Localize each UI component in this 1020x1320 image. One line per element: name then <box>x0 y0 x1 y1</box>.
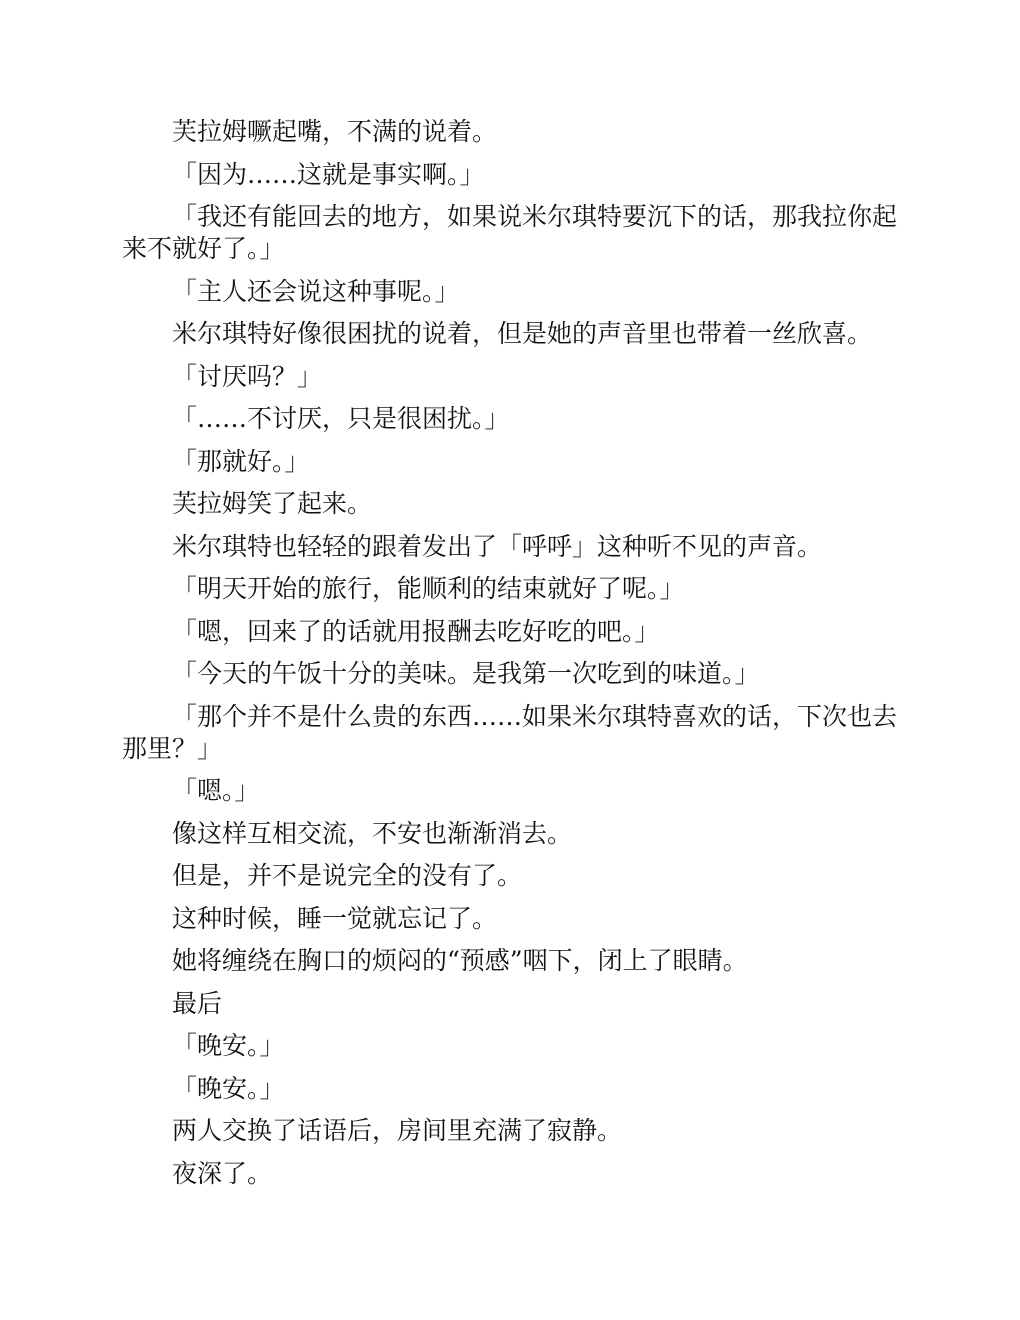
paragraph: 「……不讨厌，只是很困扰。」 <box>172 404 510 433</box>
paragraph: 「晚安。」 <box>172 1031 285 1060</box>
paragraph: 芙拉姆噘起嘴，不满的说着。 <box>172 117 498 146</box>
paragraph: 米尔琪特好像很困扰的说着，但是她的声音里也带着一丝欣喜。 <box>172 319 873 348</box>
paragraph: 最后 <box>172 988 223 1018</box>
paragraph: 两人交换了话语后，房间里充满了寂静。 <box>172 1116 623 1145</box>
paragraph: 「嗯。」 <box>172 776 260 805</box>
paragraph: 「讨厌吗？」 <box>172 361 323 391</box>
paragraph: 像这样互相交流，不安也渐渐消去。 <box>172 818 573 848</box>
body-text <box>122 116 902 1200</box>
paragraph: 「明天开始的旅行，能顺利的结束就好了呢。」 <box>172 574 685 603</box>
paragraph: 「那个并不是什么贵的东西……如果米尔琪特喜欢的话，下次也去那里？」 <box>122 701 898 763</box>
paragraph: 「因为……这就是事实啊。」 <box>172 159 485 189</box>
paragraph: 米尔琪特也轻轻的跟着发出了「呼呼」这种听不见的声音。 <box>172 531 823 561</box>
paragraph: 她将缠绕在胸口的烦闷的“预感”咽下，闭上了眼睛。 <box>172 946 748 975</box>
paragraph: 「嗯，回来了的话就用报酬去吃好吃的吧。」 <box>172 616 660 646</box>
paragraph: 芙拉姆笑了起来。 <box>172 489 373 518</box>
paragraph: 这种时候，睡一觉就忘记了。 <box>172 903 498 933</box>
paragraph: 「那就好。」 <box>172 446 310 476</box>
paragraph: 「主人还会说这种事呢。」 <box>172 276 460 306</box>
paragraph: 「晚安。」 <box>172 1073 285 1103</box>
paragraph: 「今天的午饭十分的美味。是我第一次吃到的味道。」 <box>172 659 760 688</box>
paragraph: 但是，并不是说完全的没有了。 <box>172 861 523 890</box>
paragraph: 夜深了。 <box>172 1158 273 1188</box>
paragraph: 「我还有能回去的地方，如果说米尔琪特要沉下的话，那我拉你起来不就好了。」 <box>122 202 898 263</box>
